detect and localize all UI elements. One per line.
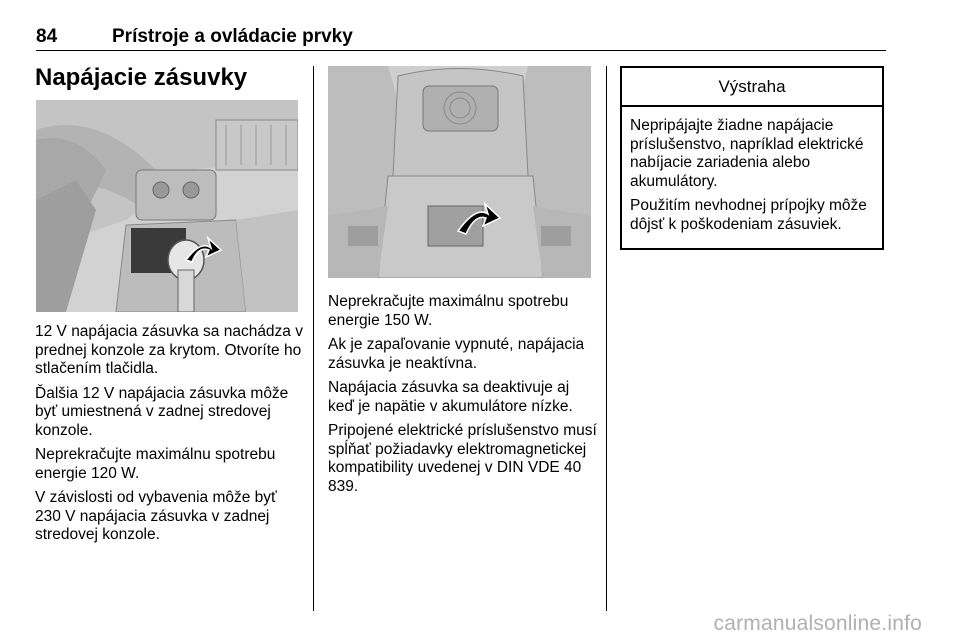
paragraph: Neprekračujte maximálnu spotrebu energie 150 W. — [328, 293, 569, 329]
middle-column-text — [328, 293, 598, 502]
left-column-text — [35, 323, 303, 551]
rear-console-socket-illustration — [328, 66, 591, 278]
warning-title: Výstraha — [622, 68, 882, 107]
paragraph: V závislosti od vybavenia môže byť 230 V napájacia zásuvka v zadnej stredovej konzole. — [35, 489, 277, 543]
paragraph: Použitím nevhodnej prípojky môže dôjsť k poškodeniam zásuviek. — [630, 197, 867, 233]
paragraph: Nepripájajte žiadne napájacie príslušenstvo, napríklad elektrické nabíjacie zariadenia alebo akumulátory. — [630, 117, 864, 190]
paragraph: Ďalšia 12 V napájacia zásuvka môže byť umiestnená v zadnej stredovej konzole. — [35, 384, 289, 439]
chapter-title: Prístroje a ovládacie prvky — [112, 26, 353, 47]
header-divider — [36, 50, 886, 51]
page-number: 84 — [36, 26, 58, 47]
paragraph: 12 V napájacia zásuvka sa nachádza v prednej konzole za krytom. Otvoríte ho stlačením tlačidla. — [35, 323, 303, 377]
paragraph: Neprekračujte maximálnu spotrebu energie 120 W. — [35, 446, 276, 482]
column-divider-right — [606, 66, 607, 611]
paragraph: Pripojené elektrické príslušenstvo musí spĺňať požiadavky elektromagnetickej kompatibility uvedenej v DIN VDE 40 839. — [328, 422, 597, 495]
front-console-socket-illustration — [36, 100, 298, 312]
column-divider-left — [313, 66, 314, 611]
paragraph: Napájacia zásuvka sa deaktivuje aj keď je napätie v akumulátore nízke. — [328, 379, 573, 415]
section-title: Napájacie zásuvky — [35, 64, 248, 91]
watermark: carmanualsonline.info — [713, 612, 922, 635]
page-header — [36, 22, 886, 52]
warning-body — [622, 107, 882, 234]
warning-box — [620, 66, 884, 250]
paragraph: Ak je zapaľovanie vypnuté, napájacia zásuvka je neaktívna. — [328, 336, 585, 372]
